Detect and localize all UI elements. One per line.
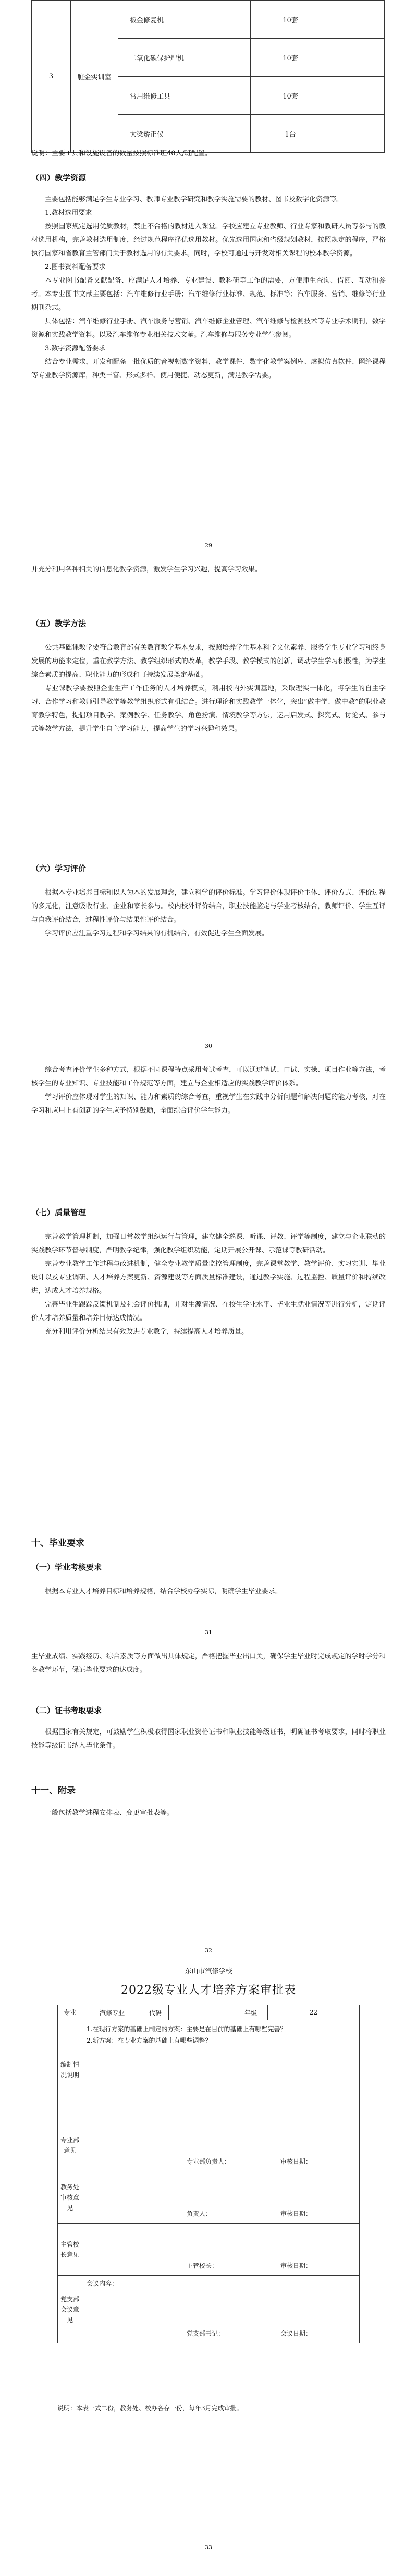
table-blank-cell	[330, 1, 385, 39]
section-10-2-heading: （二）证书考取要求	[31, 1706, 102, 1715]
row-label: 编制情况说明	[58, 2020, 82, 2119]
approval-form	[57, 2005, 360, 2343]
row-label: 主管校长意见	[58, 2224, 82, 2276]
code-label: 代码	[142, 2005, 169, 2020]
section-5-content	[31, 641, 386, 736]
signature-label: 党支部书记：	[187, 2330, 225, 2337]
row-text: 会议内容：	[87, 2280, 118, 2287]
section-6-content	[31, 886, 386, 941]
paragraph: 并充分利用各种相关的信息化教学资源，激发学生学习兴趣，提高学习效果。	[31, 566, 262, 573]
major-value: 汽修专业	[82, 2005, 142, 2020]
paragraph: 公共基础课教学要符合教育部有关教育教学基本要求，按照培养学生基本科学文化素养、服务学生专业学习和终身发展的功能来定位，重在教学方法、教学组织形式的改革，教学手段、教学模式的创新，调动学生学习积极性，为学生综合素质的提高、职业能力的形成和可持续发展奠定基础。	[31, 644, 386, 679]
table-qty-cell: 10套	[251, 77, 330, 115]
row-content	[82, 2276, 360, 2343]
paragraph: 综合考查评价学生多种方式，根据不同课程特点采用考试考查，可以通过笔试、口试、实操、项目作业等方法，考核学生的专业知识、专业技能和工作规范等方面，建立与企业相适应的实践教学评价体系。	[31, 1066, 386, 1088]
paragraph: 根据本专业人才培养目标和培养规格，结合学校办学实际，明确学生毕业要求。	[45, 1588, 283, 1595]
signature-label: 负责人：	[187, 2210, 212, 2217]
page-number: 29	[205, 542, 212, 549]
page-number: 31	[205, 1629, 212, 1636]
section-7-heading: （七）质量管理	[31, 1208, 87, 1217]
row-text: 1.在现行方案的基础上制定的方案：主要是在目前的基础上有哪些完善？ 2.新方案：在专业方案的基础上有哪些调整？	[87, 2025, 287, 2044]
code-value	[169, 2005, 234, 2020]
form-title: 2022级专业人才培养方案审批表	[121, 1984, 296, 1997]
row-content	[82, 2020, 360, 2119]
table-qty-cell: 1台	[251, 115, 330, 153]
page-number: 32	[205, 1947, 212, 1954]
date-label: 审核日期：	[280, 2158, 312, 2165]
subheading: 2.图书资料配备要求	[45, 263, 106, 271]
section-4-heading: （四）教学资源	[31, 173, 87, 182]
year-value: 22	[268, 2005, 360, 2020]
date-label: 审核日期：	[280, 2262, 312, 2269]
table-device-cell: 二氧化碳保护焊机	[118, 39, 251, 77]
paragraph: 根据国家有关规定，可鼓励学生积极取得国家职业资格证书和职业技能等级证书，明确证书考取要求，同时将职业技能等级证书纳入毕业条件。	[31, 1728, 386, 1750]
section-10-heading: 十、毕业要求	[31, 1538, 84, 1548]
table-qty-cell: 10套	[251, 39, 330, 77]
paragraph: 学习评价应体现对学生的知识、能力和素质的综合考查，重视学生在实践中分析问题和解决问题的能力考核，对在学习和应用上有创新的学生应予特别鼓励，全面综合评价学生能力。	[31, 1093, 386, 1115]
paragraph: 主要包括能够满足学生专业学习、教师专业教学研究和教学实施需要的教材、图书及数字化资源等。	[45, 196, 344, 203]
paragraph: 完善教学管理机制，加强日常教学组织运行与管理，建立健全巡课、听课、评教、评学等制度，建立与企业联动的实践教学环节督导制度，严明教学纪律，强化教学组织功能，定期开展公开课、示范课等教研活动。	[31, 1233, 386, 1254]
section-11-heading: 十一、附录	[31, 1786, 76, 1796]
row-label: 专业部意见	[58, 2119, 82, 2171]
section-4-continued	[31, 563, 386, 577]
row-label: 党支部会议意见	[58, 2276, 82, 2343]
section-4-content	[31, 193, 386, 383]
table-room-cell: 脏金实训室	[71, 1, 118, 153]
page-number: 30	[205, 1043, 212, 1049]
form-note: 说明：本表一式二份，教务处、校办各存一份，每年3月完成审批。	[57, 2404, 243, 2412]
table-note	[31, 147, 386, 161]
table-index-cell: 3	[32, 1, 71, 153]
paragraph: 结合专业需求，开发和配备一批优质的音视频数字资料，教学课件、数字化教学案例库、虚拟仿真软件、网络课程等专业教学资源库，种类丰富、形式多样、使用便捷、动态更新，满足教学需要。	[31, 358, 386, 380]
date-label: 审核日期：	[280, 2210, 312, 2217]
year-label: 年级	[234, 2005, 268, 2020]
paragraph: 根据本专业培养目标和以人为本的发展理念，建立科学的评价标准。学习评价体现评价主体、评价方式、评价过程的多元化，注意吸收行业、企业和家长参与。校内校外评价结合，职业技能鉴定与学业考核结合，教师评价、学生互评与自我评价结合，过程性评价与结果性评价结合。	[31, 889, 386, 924]
section-10-1-content	[31, 1585, 386, 1598]
major-label: 专业	[58, 2005, 82, 2020]
paragraph: 生毕业成绩、实践经历、综合素质等方面做出具体规定，严格把握毕业出口关，确保学生毕业时完成规定的学时学分和各教学环节，保证毕业要求的达成度。	[31, 1653, 386, 1674]
row-label: 教务处审核意见	[58, 2171, 82, 2224]
paragraph: 本专业图书配备文献配备、应满足人才培养、专业建设、教科研等工作的需要，方便师生查询、借阅、互动和参考。本专业图书文献主要包括：汽车维修行业手册；汽车维修行业标准、规范、标准等；汽车服务、营销、维修等行业期刊杂志。	[31, 277, 386, 312]
date-label: 会议日期：	[280, 2330, 312, 2337]
paragraph: 充分利用评价分析结果有效改进专业教学，持续提高人才培养质量。	[45, 1328, 249, 1336]
section-10-2-content	[31, 1726, 386, 1753]
paragraph: 按照国家规定选用优质教材，禁止不合格的教材进入课堂。学校应建立专业教师、行业专家和教研人员等参与的教材选用机构，完善教材选用制度，经过规范程序择优选用教材。优先选用国家和省级规划教材，按照规定的程序，严格执行国家和省教育主管部门关于教材选用的有关要求。同时，学校可通过与开发对相关课程的校本教学资源。	[31, 223, 386, 258]
paragraph: 具体包括：汽车维修行业手册、汽车服务与营销、汽车维修企业管理、汽车维修与检测技术等专业学术期刊，数字资源和实践教学资料。以及汽车维修专业相关技术文献。汽车维修与服务专业学生参阅。	[31, 318, 386, 339]
subheading: 3.数字资源配备要求	[45, 345, 106, 352]
section-6-heading: （六）学习评价	[31, 864, 87, 873]
table-blank-cell	[330, 77, 385, 115]
section-10-1-heading: （一）学业考核要求	[31, 1562, 102, 1572]
school-name: 东山市汽修学校	[185, 1968, 232, 1975]
section-11-content	[31, 1806, 386, 1820]
table-device-cell: 大梁矫正仪	[118, 115, 251, 153]
table-note-text: 说明：主要工具和设施设备的数量按照标准班40人/班配置。	[31, 150, 212, 157]
subheading: 1.教材选用要求	[45, 209, 92, 217]
table-device-cell: 常用维修工具	[118, 77, 251, 115]
section-6-continued	[31, 1064, 386, 1118]
paragraph: 完善毕业生跟踪反馈机制及社会评价机制，并对生源情况、在校生学业水平、毕业生就业情况等进行分析，定期评价人才培养质量和培养目标达成情况。	[31, 1301, 386, 1322]
row-content	[82, 2224, 360, 2276]
paragraph: 专业课教学要按照企业生产工作任务的人才培养模式，利用校内外实训基地，采取理实一体化，将学生的自主学习、合作学习和教师引导教学等教学组织形式有机结合。进行理论和实践教学一体化，突出“做中学、做中教”的职业教育教学特色，提倡项目教学、案例教学、任务教学、角色扮演、情境教学等方法，运用启发式、探究式、讨论式、参与式等教学方法，提升学生自主学习能力，提高学生的学习兴趣和效果。	[31, 685, 386, 733]
paragraph: 学习评价应注重学习过程和学习结果的有机结合，有效促进学生全面发展。	[45, 930, 269, 937]
page-number: 33	[205, 2544, 212, 2551]
equipment-table	[31, 0, 385, 153]
signature-label: 主管校长：	[187, 2262, 218, 2269]
paragraph: 一般包括教学进程安排表、变更审批表等。	[45, 1809, 174, 1817]
table-blank-cell	[330, 39, 385, 77]
section-7-content	[31, 1230, 386, 1339]
table-qty-cell: 10套	[251, 1, 330, 39]
row-content	[82, 2171, 360, 2224]
paragraph: 完善专业教学工作过程与改进机制，健全专业教学质量监控管理制度，完善课堂教学、教学评价、实习实训、毕业设计以及专业调研、人才培养方案更新、资源建设等方面质量标准建设，通过教学实施、过程监控、质量评价和持续改进，达成人才培养规格。	[31, 1260, 386, 1295]
section-10-1-continued	[31, 1650, 386, 1677]
table-device-cell: 板金修复机	[118, 1, 251, 39]
signature-label: 专业部负责人：	[187, 2158, 231, 2165]
row-content	[82, 2119, 360, 2171]
section-5-heading: （五）教学方法	[31, 619, 87, 628]
